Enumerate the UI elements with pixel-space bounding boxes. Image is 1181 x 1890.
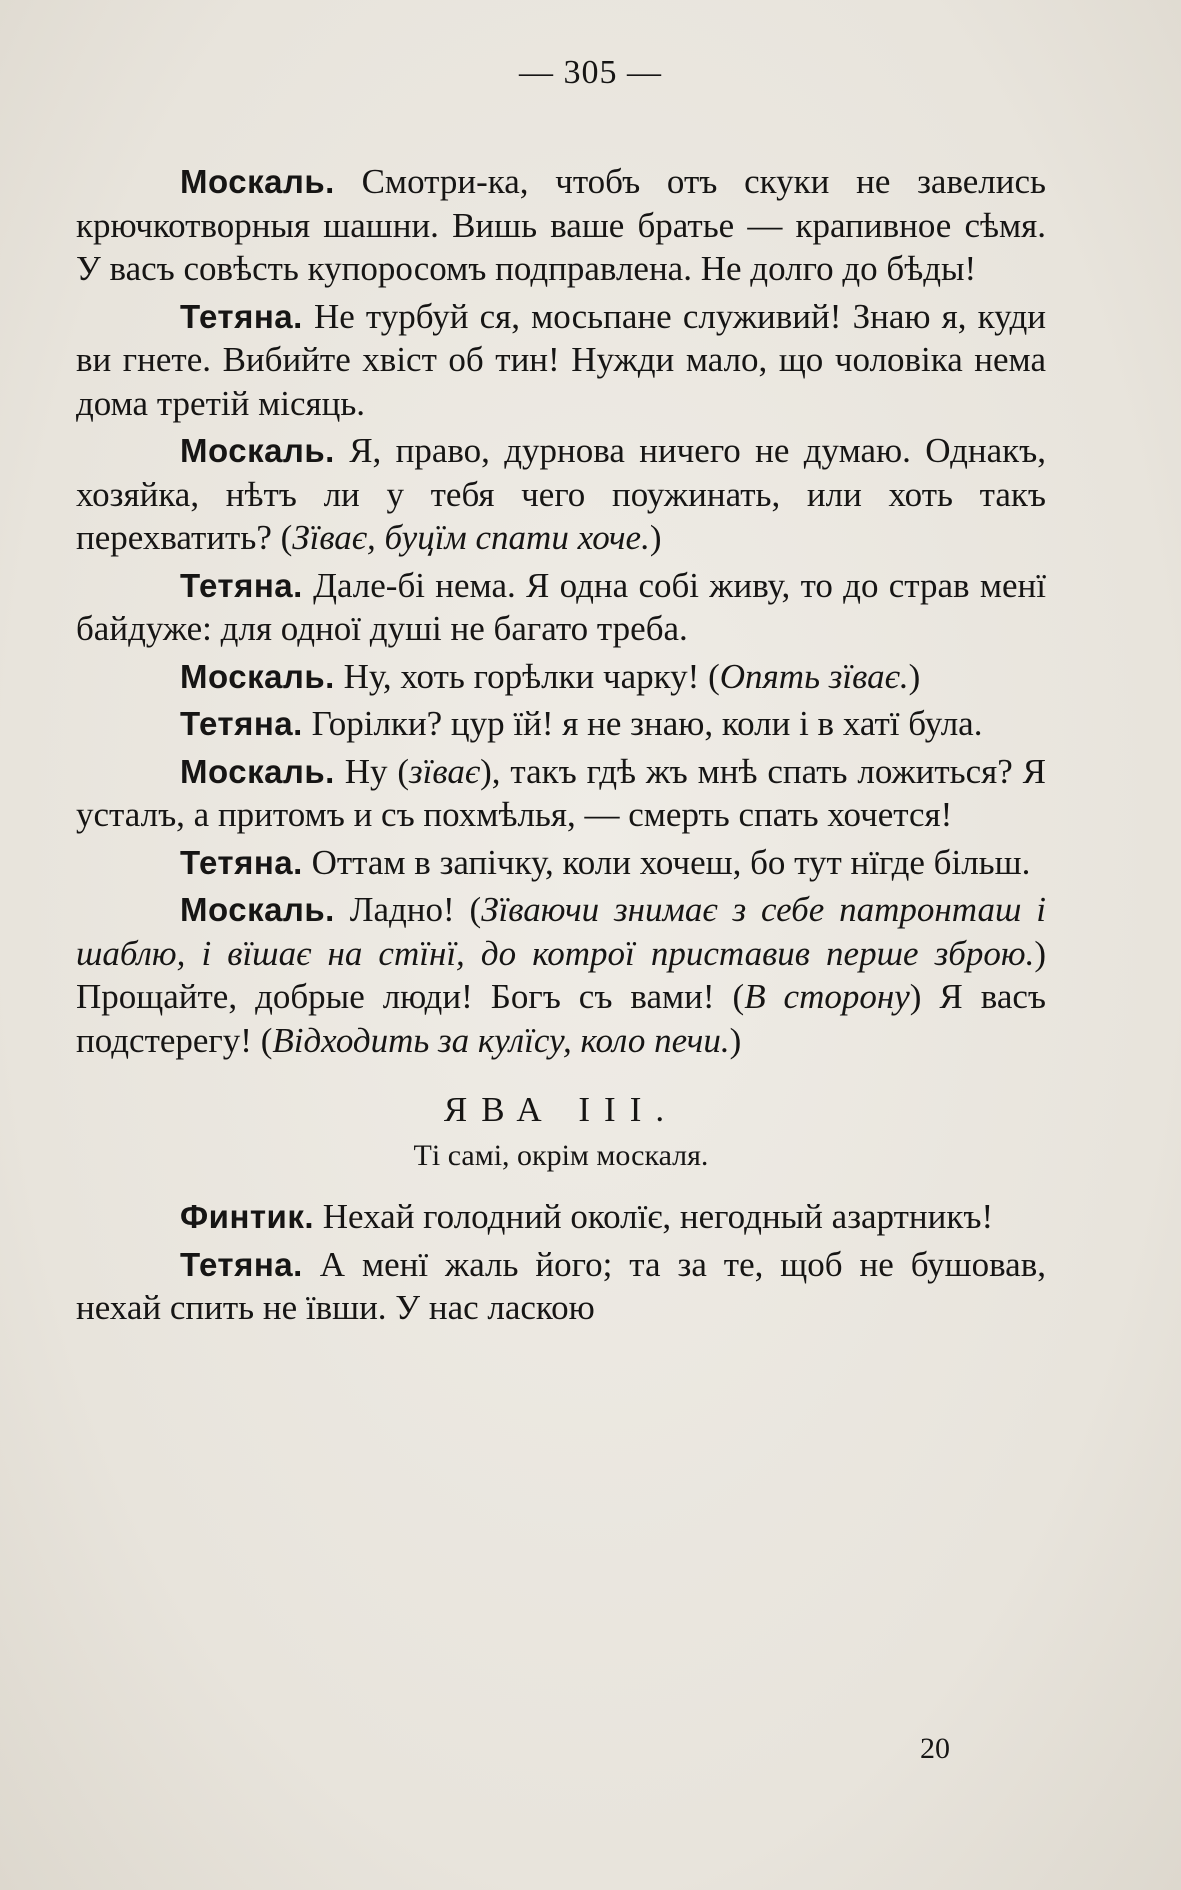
dialogue-text: Ну, хоть горѣлки чарку! (	[334, 656, 720, 696]
speaker-name: Москаль.	[180, 163, 335, 200]
dialogue-text: Ладно! (	[334, 890, 482, 929]
dialogue-text-after: )	[908, 656, 921, 696]
dialogue-text-after: ), такъ гдѣ жъ мнѣ спать ложиться? Я усталъ, а притомъ и съ похмѣлья, — смерть спать хочется!	[76, 751, 1046, 834]
speaker-name: Тетяна.	[180, 705, 303, 742]
dialogue-text: Я, право, дурнова ничего не думаю. Однакъ, хозяйка, нѣтъ ли у тебя чего поужинать, или хоть такъ перехватить? (	[76, 431, 1046, 557]
dialogue-text: Дале-бі нема. Я одна собі живу, то до страв менї байдуже: для одної душі не багато треба.	[76, 565, 1046, 648]
scene-description: Ті самі, окрім москаля.	[413, 1138, 709, 1172]
dialogue-text: Смотри-ка, чтобъ отъ скуки не завелись крючкотворныя шашни. Вишь ваше братье — крапивное сѣмя. У васъ совѣсть купоросомъ подправлена. Не долго до бѣды!	[76, 162, 1046, 288]
signature-mark: 20	[920, 1732, 950, 1765]
speaker-name: Москаль.	[180, 432, 335, 469]
dialogue-paragraph	[76, 702, 1046, 746]
speaker-name: Тетяна.	[180, 1245, 303, 1283]
dialogue-paragraph	[76, 295, 1046, 426]
dialogue-text-after: ) Прощайте, добрые люди! Богъ съ вами! (	[76, 933, 1046, 1016]
dialogue-text: Горілки? цур їй! я не знаю, коли і в хатї була.	[302, 704, 983, 743]
dialogue-text-after: )	[649, 518, 662, 557]
speaker-name: Москаль.	[180, 891, 335, 928]
dialogue-paragraph	[76, 564, 1046, 651]
stage-direction: Відходить за кулїсу, коло печи.	[272, 1020, 730, 1060]
dialogue-paragraph	[76, 1243, 1046, 1330]
speaker-name: Москаль.	[180, 657, 335, 695]
dialogue-text: Нехай голодний околїє, негодный азартникъ!	[314, 1197, 994, 1236]
dialogue-text: Оттам в запічку, коли хочеш, бо тут нїгде більш.	[302, 842, 1031, 882]
stage-direction: Зїває, буцїм спати хоче.	[292, 518, 650, 557]
stage-direction: Зїваючи знимає з себе патронташ і шаблю, і вїшає на стїнї, до котрої приставив перше зброю.	[76, 890, 1046, 973]
dialogue-paragraph	[76, 750, 1046, 837]
speaker-name: Финтик.	[180, 1198, 315, 1235]
stage-direction: Опять зїває.	[719, 656, 909, 696]
dialogue-paragraph	[76, 1195, 1046, 1239]
dialogue-paragraph	[76, 841, 1046, 885]
dialogue-text-after: )	[729, 1020, 742, 1060]
dialogue-text-after: ) Я васъ подстерегу! (	[76, 977, 1046, 1060]
play-text	[76, 160, 1046, 1334]
dialogue-paragraph	[76, 160, 1046, 291]
scene-title: ЯВА III.	[443, 1090, 679, 1129]
speaker-name: Тетяна.	[180, 566, 303, 604]
speaker-name: Москаль.	[180, 752, 335, 790]
speaker-name: Тетяна.	[180, 843, 303, 881]
stage-direction: зїває	[409, 751, 481, 791]
dialogue-text: Не турбуй ся, мосьпане служивий! Знаю я, куди ви гнете. Вибийте хвіст об тин! Нужди мало, що чоловіка нема дома третій місяць.	[76, 296, 1046, 423]
dialogue-paragraph	[76, 655, 1046, 699]
speaker-name: Тетяна.	[180, 297, 303, 335]
dialogue-paragraph	[76, 888, 1046, 1062]
stage-direction: В сторону	[744, 977, 910, 1016]
dialogue-paragraph	[76, 429, 1046, 560]
page-number: — 305 —	[519, 54, 662, 91]
dialogue-text: А менї жаль його; та за те, щоб не бушовав, нехай спить не ївши. У нас ласкою	[76, 1244, 1046, 1327]
dialogue-text: Ну (	[334, 751, 410, 791]
